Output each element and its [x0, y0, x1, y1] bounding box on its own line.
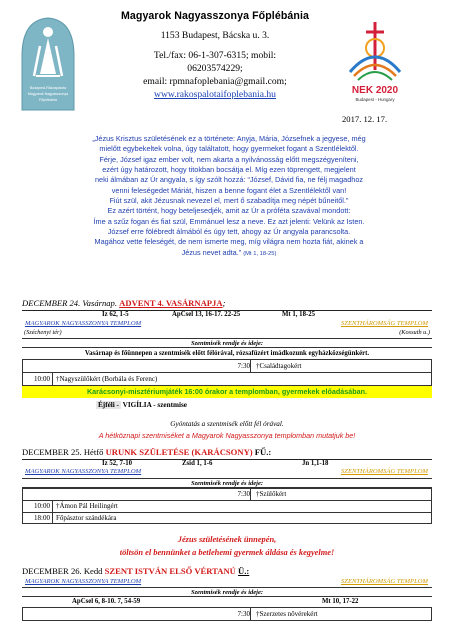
dec24-churches [22, 320, 432, 329]
christmas-play-notice: Karácsonyi-misztériumjáték 16:00 órakor a templomban, gyermekek előadásában. [22, 386, 432, 398]
dec24-schedule-header: Szentmisék rendje és ideje: [22, 338, 432, 348]
dec24-church-left: MAGYAROK NAGYASSZONYA TEMPLOM [25, 320, 142, 327]
parish-logo [18, 16, 78, 112]
dec25-feast: URUNK SZÜLETÉSE (KARÁCSONY) [105, 447, 253, 457]
dec26-schedule-header: Szentmisék rendje és ideje: [22, 587, 432, 597]
dec25-schedule-header: Szentmisék rendje és ideje: [22, 478, 432, 488]
gospel-line-last: Jézus nevet adta.” [181, 247, 242, 257]
mass-intention: †Nagyszülőkért (Borbála és Ferenc) [56, 375, 158, 383]
mass-intention: †Ámon Pál Heilingért [56, 502, 118, 510]
gospel-line: Magához vette feleségét, de nem ismerte meg, míg világra nem hozta fiát, akinek a [94, 237, 364, 247]
gospel-line: venni feleségedet Máriát, hiszen a benne fogant élet a Szentlélektől van! [111, 185, 347, 195]
table-rule [250, 359, 251, 372]
parish-website-link[interactable]: www.rakospalotaifoplebania.hu [154, 89, 276, 100]
parish-title: Magyarok Nagyasszonya Főplébánia [120, 10, 310, 22]
dec25-reading-2: Zsid 1, 1-6 [182, 460, 213, 467]
gospel-reference: (Mt 1, 18-25) [243, 250, 277, 257]
gospel-line: neki álmában az Úr angyala, s így szólt hozzá: “József, Dávid fia, ne félj magadhoz [94, 175, 364, 185]
table-rule [22, 372, 432, 373]
mass-intention: †Szerzetes nővérekért [256, 610, 318, 618]
blessing-line-2: töltsön el bennünket a betlehemi gyermek áldása és kegyelme! [119, 548, 335, 557]
dec24-sub-left: (Széchenyi tér) [24, 329, 62, 336]
dec24-reading-1: Iz 62, 1-5 [102, 311, 129, 318]
mass-time: 18:00 [34, 514, 50, 522]
gospel-line: Íme a szűz fogan és fiat szül, Emmánuel lesz a neve. Ez azt jelenti: Velünk az Isten. [93, 216, 365, 226]
mass-intention: †Családtagokért [256, 362, 302, 370]
midnight-mass-a: Éjféli - [98, 401, 119, 409]
bulletin-date: 2017. 12. 17. [342, 114, 388, 124]
table-rule [250, 488, 251, 500]
dec26-readings [22, 598, 432, 607]
table-rule [250, 607, 251, 621]
dec24-rosary-notice: Vasárnap és főünnepen a szentmisék előtt félórával, rózsafüzért imádkozunk egyházközségünkért. [84, 350, 370, 357]
mass-intention: Főpásztor szándékára [56, 514, 117, 522]
dec26-title [22, 566, 249, 576]
dec26-feast: SZENT ISTVÁN ELSŐ VÉRTANÚ [104, 566, 236, 576]
dec24-church-right: SZENTHÁROMSÁG TEMPLOM [340, 320, 428, 327]
dec24-reading-3: Mt 1, 18-25 [282, 311, 316, 318]
dec26-church-right: SZENTHÁROMSÁG TEMPLOM [340, 578, 428, 585]
dec25-title [22, 447, 271, 457]
midnight-mass-c: - szentmise [153, 401, 187, 409]
gospel-line: József erre fölébredt álmából és úgy tett, ahogy az Úr angyala parancsolta. [107, 227, 351, 237]
nek-2020-logo [340, 18, 410, 104]
parish-phone-2: 06203574229; [187, 63, 243, 74]
gospel-line: „Jézus Krisztus születésének ez a története: Anyja, Mária, Józsefnek a jegyese, még [92, 134, 366, 143]
nek-2020-sublabel: Budapest - Hungary [355, 97, 395, 102]
mass-time: 10:00 [34, 502, 50, 510]
dec25-title-end: FŰ.: [254, 447, 272, 457]
gospel-line: Fiút szül, akit Jézusnak nevezel el, mert ő szabadítja meg népét bűneitől." [109, 196, 349, 206]
dec24-feast: ADVENT 4. VASÁRNAPJA [119, 298, 223, 308]
dec24-date: DECEMBER 24. Vasárnap. [22, 298, 118, 308]
parish-address: 1153 Budapest, Bácska u. 3. [160, 30, 270, 41]
dec25-reading-3: Jn 1,1-18 [302, 460, 329, 467]
parish-header [86, 10, 344, 101]
dec25-readings [22, 459, 432, 468]
gospel-line: mielőtt egybekeltek volna, úgy találtatott, hogy gyermeket fogant a Szentlélektől. [99, 144, 359, 154]
dec24-title-end: ; [222, 298, 226, 308]
dec26-reading-1: ApCsel 6, 8-10. 7, 54-59 [72, 598, 141, 605]
dec25-church-left: MAGYAROK NAGYASSZONYA TEMPLOM [25, 468, 142, 475]
logo-left-line-1: Budapest-Rákospalota [29, 86, 67, 90]
mass-intention: †Szülőkért [256, 490, 287, 498]
midnight-mass [96, 401, 187, 409]
dec24-readings [22, 310, 432, 319]
gospel-passage [20, 134, 438, 259]
gospel-line: Férje, József igaz ember volt, nem akarta a nyilvánosság előtt megszégyeníteni, [99, 154, 359, 164]
table-rule [52, 372, 53, 386]
dec25-date: DECEMBER 25. Hétfő [22, 447, 104, 457]
mass-time: 7:30 [237, 490, 250, 498]
blessing-line-1: Jézus születésének ünnepén, [177, 535, 277, 544]
dec26-churches [22, 578, 432, 587]
dec26-reading-2: Mt 10, 17-22 [322, 598, 359, 605]
table-rule [52, 500, 53, 524]
dec24-title [22, 298, 225, 308]
christmas-blessing [22, 533, 432, 559]
dec26-date: DECEMBER 26. Kedd [22, 566, 103, 576]
nek-2020-label: NEK 2020 [351, 85, 399, 96]
dec25-church-right: SZENTHÁROMSÁG TEMPLOM [340, 468, 428, 475]
dec26-title-end: Ü.: [238, 566, 250, 576]
parish-email: email: rpmnafoplebania@gmail.com; [143, 76, 287, 87]
dec25-churches [22, 468, 432, 477]
logo-left-line-3: Főplébánia [39, 98, 57, 102]
mass-time: 7:30 [237, 362, 250, 370]
midnight-mass-b: VIGÍLIA [122, 401, 152, 409]
parish-phone-1: Tel./fax: 06-1-307-6315; mobil: [153, 50, 277, 61]
dec25-reading-1: Iz 52, 7-10 [102, 460, 133, 467]
weekday-mass-note: A hétköznapi szentmiséket a Magyarok Nagyasszonya templomban mutatjuk be! [98, 431, 356, 440]
gospel-line: Ez azért történt, hogy beteljesedjék, amit az Úr a próféta szavával mondott: [107, 206, 351, 216]
dec26-church-left: MAGYAROK NAGYASSZONYA TEMPLOM [25, 578, 142, 585]
dec24-sub-right: (Kossuth u.) [399, 329, 430, 336]
confession-note: Gyóntatás a szentmisék előtt fél órával. [170, 420, 284, 428]
gospel-line: ezért úgy határozott, hogy titokban bocsátja el. Míg ezen töprengett, megjelent [102, 165, 356, 175]
dec24-reading-2: ApCsel 13, 16-17. 22-25 [172, 311, 241, 318]
mass-time: 7:30 [237, 610, 250, 618]
dec24-church-subs [22, 329, 432, 337]
logo-left-line-2: Magyarok Nagyasszonya [27, 92, 69, 96]
mass-time: 10:00 [34, 375, 50, 383]
